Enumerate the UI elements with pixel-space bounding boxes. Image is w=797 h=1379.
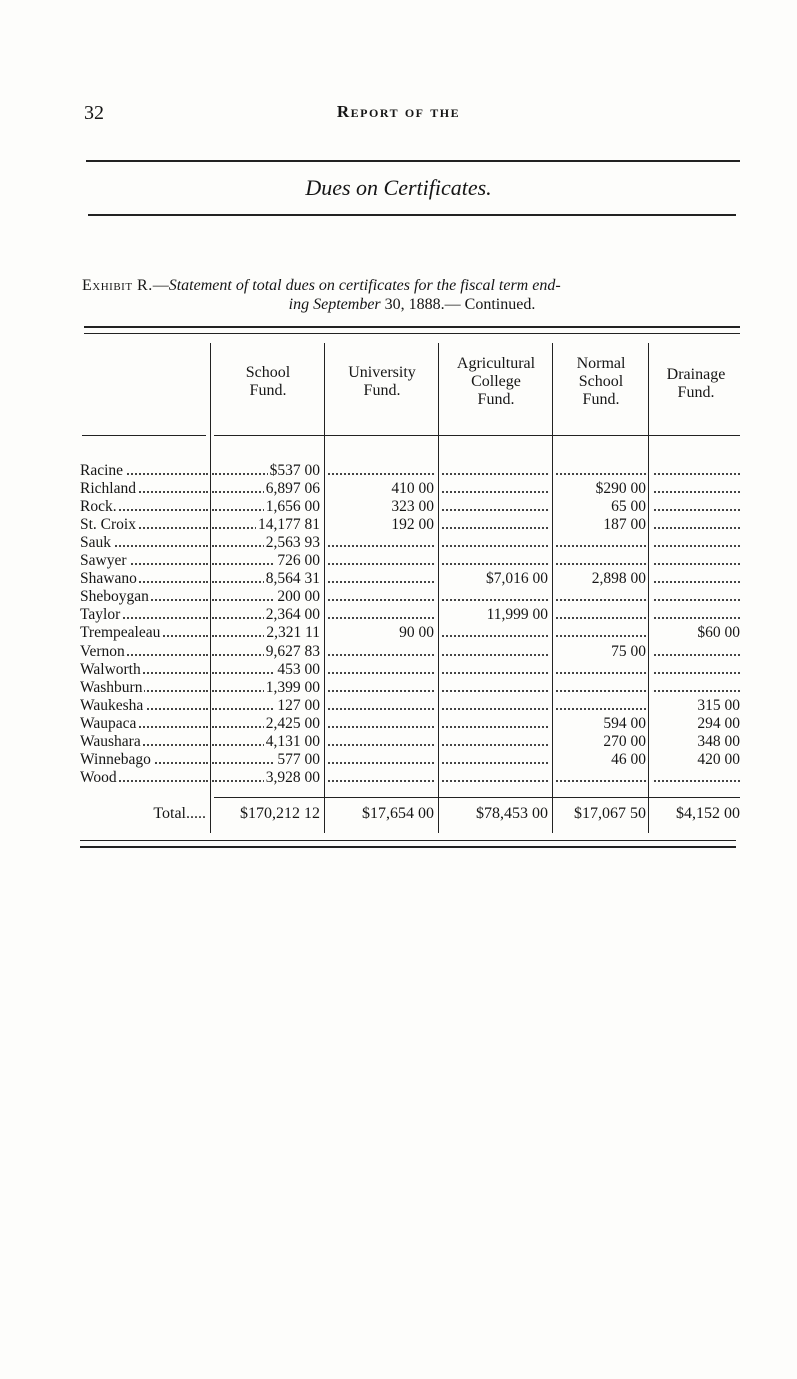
drainage-fund-cell bbox=[654, 516, 740, 534]
leader-dots bbox=[442, 563, 548, 565]
county-name: St. Croix bbox=[80, 516, 136, 534]
table-row bbox=[80, 498, 740, 516]
total-label-text: Total bbox=[153, 805, 186, 822]
county-name: Winnebago bbox=[80, 750, 151, 768]
school-fund-cell bbox=[212, 588, 320, 606]
normal-fund-value: 46 00 bbox=[611, 750, 646, 768]
county-cell bbox=[80, 516, 208, 534]
university-fund-cell bbox=[328, 552, 434, 570]
normal-fund-cell bbox=[556, 516, 646, 534]
county-cell bbox=[80, 534, 208, 552]
leader-dots bbox=[328, 726, 434, 728]
university-fund-cell bbox=[328, 751, 434, 769]
agricultural-fund-cell bbox=[442, 661, 548, 679]
school-fund-value: 726 00 bbox=[277, 552, 320, 570]
agricultural-fund-cell bbox=[442, 751, 548, 769]
school-fund-value: 453 00 bbox=[277, 660, 320, 678]
total-rule bbox=[214, 797, 740, 798]
leader-dots bbox=[328, 690, 434, 692]
leader-dots bbox=[556, 672, 646, 674]
leader-dots bbox=[654, 599, 740, 601]
agricultural-fund-cell bbox=[442, 588, 548, 606]
county-cell bbox=[80, 769, 208, 787]
county-cell bbox=[80, 570, 208, 588]
normal-fund-cell bbox=[556, 769, 646, 787]
leader-dots bbox=[556, 545, 646, 547]
table-row bbox=[80, 588, 740, 606]
leader-dots bbox=[556, 635, 646, 637]
university-fund-cell bbox=[328, 769, 434, 787]
exhibit-dash: — bbox=[152, 277, 169, 294]
leader-dots bbox=[556, 708, 646, 710]
county-cell bbox=[80, 697, 208, 715]
header-university-fund: University Fund. bbox=[348, 364, 416, 399]
drainage-fund-cell bbox=[654, 751, 740, 769]
leader-dots bbox=[654, 491, 740, 493]
leader-dots bbox=[328, 762, 434, 764]
county-name: Taylor bbox=[80, 606, 121, 624]
county-cell bbox=[80, 606, 208, 624]
university-fund-cell bbox=[328, 588, 434, 606]
drainage-fund-cell bbox=[654, 552, 740, 570]
leader-dots bbox=[442, 726, 548, 728]
normal-fund-cell bbox=[556, 462, 646, 480]
table-row bbox=[80, 769, 740, 787]
header-drainage-fund: Drainage Fund. bbox=[666, 366, 726, 401]
table-row bbox=[80, 570, 740, 588]
normal-fund-cell bbox=[556, 661, 646, 679]
school-fund-cell bbox=[212, 643, 320, 661]
county-name: Waushara bbox=[80, 732, 141, 750]
county-cell bbox=[80, 733, 208, 751]
leader-dots bbox=[328, 708, 434, 710]
leader-dots bbox=[654, 617, 740, 619]
exhibit-caption bbox=[82, 276, 742, 314]
agricultural-fund-cell bbox=[442, 733, 548, 751]
agricultural-fund-cell bbox=[442, 516, 548, 534]
leader-dots bbox=[442, 654, 548, 656]
leader-dots bbox=[442, 744, 548, 746]
agricultural-fund-cell bbox=[442, 570, 548, 588]
school-fund-value: $537 00 bbox=[269, 462, 320, 479]
title-rule-bottom bbox=[88, 214, 736, 216]
university-fund-cell bbox=[328, 661, 434, 679]
drainage-fund-cell bbox=[654, 480, 740, 498]
school-fund-cell bbox=[212, 624, 320, 642]
leader-dots bbox=[556, 473, 646, 475]
university-fund-cell bbox=[328, 643, 434, 661]
county-cell bbox=[80, 588, 208, 606]
school-fund-cell bbox=[212, 769, 320, 787]
table-rule-bottom-2 bbox=[80, 846, 736, 848]
caption-line-1: Statement of total dues on certificates for the fiscal term end- bbox=[168, 277, 561, 294]
county-name: Rock. bbox=[80, 498, 117, 516]
school-fund-cell bbox=[212, 661, 320, 679]
school-fund-cell bbox=[212, 570, 320, 588]
county-name: Sheboygan bbox=[80, 588, 149, 606]
leader-dots bbox=[328, 654, 434, 656]
county-cell bbox=[80, 715, 208, 733]
agricultural-fund-cell bbox=[442, 715, 548, 733]
county-name: Washburn bbox=[80, 678, 143, 696]
normal-fund-value: 270 00 bbox=[603, 732, 646, 750]
normal-fund-cell bbox=[556, 643, 646, 661]
table-row bbox=[80, 643, 740, 661]
drainage-fund-cell bbox=[654, 570, 740, 588]
leader-dots bbox=[654, 509, 740, 511]
school-fund-value: 2,563 93 bbox=[265, 534, 320, 552]
county-name: Sawyer bbox=[80, 552, 127, 570]
school-fund-value: 4,131 00 bbox=[265, 732, 320, 750]
leader-dots bbox=[654, 654, 740, 656]
leader-dots bbox=[442, 599, 548, 601]
normal-fund-value: 75 00 bbox=[611, 642, 646, 660]
header-agricultural-college-fund: Agricultural College Fund. bbox=[456, 355, 536, 408]
school-fund-cell bbox=[212, 552, 320, 570]
leader-dots bbox=[328, 545, 434, 547]
total-school: $170,212 12 bbox=[240, 805, 320, 822]
school-fund-value: 1,656 00 bbox=[265, 498, 320, 516]
leader-dots bbox=[442, 491, 548, 493]
drainage-fund-value: 315 00 bbox=[697, 696, 740, 714]
table-row bbox=[80, 480, 740, 498]
school-fund-cell bbox=[212, 498, 320, 516]
table-row bbox=[80, 697, 740, 715]
table-row bbox=[80, 661, 740, 679]
drainage-fund-cell bbox=[654, 715, 740, 733]
agricultural-fund-cell bbox=[442, 769, 548, 787]
university-fund-cell bbox=[328, 606, 434, 624]
university-fund-cell bbox=[328, 516, 434, 534]
caption-line-2-roman: 30, 1888.— Continued. bbox=[380, 296, 536, 313]
county-cell bbox=[80, 552, 208, 570]
caption-line-2-italic: ing September bbox=[288, 296, 381, 313]
school-fund-cell bbox=[212, 480, 320, 498]
normal-fund-value: 65 00 bbox=[611, 498, 646, 516]
leader-dots bbox=[328, 563, 434, 565]
school-fund-cell bbox=[212, 697, 320, 715]
table-row bbox=[80, 462, 740, 480]
school-fund-cell bbox=[212, 534, 320, 552]
county-name: Walworth bbox=[80, 660, 141, 678]
leader-dots bbox=[654, 563, 740, 565]
university-fund-value: 410 00 bbox=[391, 480, 434, 498]
school-fund-value: 3,928 00 bbox=[265, 768, 320, 786]
total-agricultural: $78,453 00 bbox=[476, 805, 548, 822]
drainage-fund-cell bbox=[654, 769, 740, 787]
normal-fund-value: 2,898 00 bbox=[591, 570, 646, 588]
school-fund-value: 2,321 11 bbox=[266, 624, 320, 642]
school-fund-cell bbox=[212, 733, 320, 751]
normal-fund-cell bbox=[556, 697, 646, 715]
school-fund-value: 2,425 00 bbox=[265, 714, 320, 732]
school-fund-value: 1,399 00 bbox=[265, 678, 320, 696]
leader-dots bbox=[654, 690, 740, 692]
county-name: Sauk bbox=[80, 534, 111, 552]
school-fund-value: 14,177 81 bbox=[258, 516, 320, 534]
leader-dots bbox=[654, 527, 740, 529]
leader-dots bbox=[556, 599, 646, 601]
school-fund-cell bbox=[212, 715, 320, 733]
total-row bbox=[80, 805, 740, 823]
university-fund-cell bbox=[328, 679, 434, 697]
county-name: Waukesha bbox=[80, 696, 144, 714]
agricultural-fund-value: 11,999 00 bbox=[486, 606, 548, 624]
drainage-fund-value: $60 00 bbox=[697, 624, 740, 642]
leader-dots bbox=[654, 672, 740, 674]
county-cell bbox=[80, 751, 208, 769]
university-fund-value: 192 00 bbox=[391, 516, 434, 534]
county-cell bbox=[80, 462, 208, 480]
leader-dots bbox=[442, 780, 548, 782]
normal-fund-cell bbox=[556, 751, 646, 769]
leader-dots bbox=[556, 780, 646, 782]
exhibit-label: Exhibit R. bbox=[82, 277, 153, 294]
normal-fund-cell bbox=[556, 679, 646, 697]
university-fund-cell bbox=[328, 480, 434, 498]
university-fund-cell bbox=[328, 498, 434, 516]
school-fund-value: 8,564 31 bbox=[265, 570, 320, 588]
table-row bbox=[80, 733, 740, 751]
leader-dots bbox=[556, 563, 646, 565]
leader-dots bbox=[654, 473, 740, 475]
total-label: Total..... bbox=[153, 805, 206, 822]
leader-dots bbox=[654, 780, 740, 782]
leader-dots bbox=[328, 581, 434, 583]
table-rule-top-1 bbox=[84, 326, 740, 328]
drainage-fund-value: 348 00 bbox=[697, 732, 740, 750]
header-rule-cols bbox=[214, 435, 740, 436]
drainage-fund-cell bbox=[654, 733, 740, 751]
school-fund-cell bbox=[212, 751, 320, 769]
agricultural-fund-cell bbox=[442, 552, 548, 570]
table-row bbox=[80, 751, 740, 769]
leader-dots bbox=[442, 527, 548, 529]
drainage-fund-cell bbox=[654, 498, 740, 516]
normal-fund-cell bbox=[556, 534, 646, 552]
university-fund-cell bbox=[328, 462, 434, 480]
school-fund-cell bbox=[212, 679, 320, 697]
table-row bbox=[80, 516, 740, 534]
drainage-fund-value: 420 00 bbox=[697, 750, 740, 768]
school-fund-value: 577 00 bbox=[277, 750, 320, 768]
total-drainage: $4,152 00 bbox=[676, 805, 740, 822]
table-row bbox=[80, 715, 740, 733]
county-name: Shawano bbox=[80, 570, 137, 588]
leader-dots bbox=[654, 581, 740, 583]
table-row bbox=[80, 606, 740, 624]
header-rule-stub bbox=[82, 435, 206, 436]
table-row bbox=[80, 679, 740, 697]
leader-dots bbox=[442, 672, 548, 674]
university-fund-cell bbox=[328, 570, 434, 588]
table-row bbox=[80, 534, 740, 552]
drainage-fund-cell bbox=[654, 697, 740, 715]
header-school-fund: School Fund. bbox=[245, 364, 291, 399]
county-name: Racine bbox=[80, 462, 124, 479]
drainage-fund-cell bbox=[654, 643, 740, 661]
normal-fund-cell bbox=[556, 606, 646, 624]
leader-dots bbox=[442, 690, 548, 692]
drainage-fund-cell bbox=[654, 534, 740, 552]
school-fund-value: 6,897 06 bbox=[265, 480, 320, 498]
normal-fund-value: 187 00 bbox=[603, 516, 646, 534]
leader-dots bbox=[556, 617, 646, 619]
county-cell bbox=[80, 679, 208, 697]
leader-dots bbox=[328, 617, 434, 619]
leader-dots bbox=[328, 599, 434, 601]
agricultural-fund-cell bbox=[442, 534, 548, 552]
running-head: Report of the bbox=[336, 102, 461, 121]
county-name: Vernon bbox=[80, 642, 125, 660]
university-fund-cell bbox=[328, 624, 434, 642]
table-row bbox=[80, 624, 740, 642]
normal-fund-cell bbox=[556, 624, 646, 642]
leader-dots bbox=[328, 473, 434, 475]
agricultural-fund-cell bbox=[442, 480, 548, 498]
county-name: Wood bbox=[80, 768, 117, 786]
school-fund-value: 200 00 bbox=[277, 588, 320, 606]
header-normal-school-fund: Normal School Fund. bbox=[576, 355, 626, 408]
drainage-fund-value: 294 00 bbox=[697, 714, 740, 732]
university-fund-cell bbox=[328, 534, 434, 552]
county-name: Waupaca bbox=[80, 714, 137, 732]
university-fund-cell bbox=[328, 733, 434, 751]
leader-dots bbox=[442, 473, 548, 475]
agricultural-fund-cell bbox=[442, 697, 548, 715]
leader-dots bbox=[442, 635, 548, 637]
school-fund-cell bbox=[212, 516, 320, 534]
leader-dots bbox=[442, 509, 548, 511]
normal-fund-value: $290 00 bbox=[595, 480, 646, 498]
leader-dots bbox=[442, 545, 548, 547]
title-rule-top bbox=[86, 160, 740, 162]
drainage-fund-cell bbox=[654, 606, 740, 624]
school-fund-cell bbox=[212, 606, 320, 624]
normal-fund-cell bbox=[556, 570, 646, 588]
normal-fund-cell bbox=[556, 498, 646, 516]
normal-fund-cell bbox=[556, 733, 646, 751]
county-cell bbox=[80, 480, 208, 498]
leader-dots bbox=[654, 545, 740, 547]
county-cell bbox=[80, 624, 208, 642]
university-fund-value: 90 00 bbox=[399, 624, 434, 642]
school-fund-value: 127 00 bbox=[277, 696, 320, 714]
school-fund-value: 2,364 00 bbox=[265, 606, 320, 624]
agricultural-fund-cell bbox=[442, 498, 548, 516]
table-row bbox=[80, 552, 740, 570]
leader-dots bbox=[328, 672, 434, 674]
page-number: 32 bbox=[84, 102, 104, 124]
section-title: Dues on Certificates. bbox=[305, 175, 492, 200]
county-cell bbox=[80, 643, 208, 661]
normal-fund-cell bbox=[556, 715, 646, 733]
school-fund-value: 9,627 83 bbox=[265, 642, 320, 660]
leader-dots bbox=[328, 744, 434, 746]
caption-line-2 bbox=[82, 295, 742, 314]
agricultural-fund-cell bbox=[442, 462, 548, 480]
agricultural-fund-cell bbox=[442, 606, 548, 624]
school-fund-cell bbox=[212, 462, 320, 480]
agricultural-fund-value: $7,016 00 bbox=[486, 570, 548, 588]
drainage-fund-cell bbox=[654, 624, 740, 642]
drainage-fund-cell bbox=[654, 588, 740, 606]
agricultural-fund-cell bbox=[442, 624, 548, 642]
normal-fund-cell bbox=[556, 588, 646, 606]
agricultural-fund-cell bbox=[442, 643, 548, 661]
county-name: Trempealeau bbox=[80, 624, 161, 642]
university-fund-value: 323 00 bbox=[391, 498, 434, 516]
drainage-fund-cell bbox=[654, 661, 740, 679]
agricultural-fund-cell bbox=[442, 679, 548, 697]
table-rule-top-2 bbox=[84, 333, 740, 334]
normal-fund-cell bbox=[556, 552, 646, 570]
county-name: Richland bbox=[80, 480, 136, 498]
university-fund-cell bbox=[328, 715, 434, 733]
leader-dots bbox=[442, 762, 548, 764]
drainage-fund-cell bbox=[654, 679, 740, 697]
total-university: $17,654 00 bbox=[362, 805, 434, 822]
leader-dots bbox=[328, 780, 434, 782]
normal-fund-value: 594 00 bbox=[603, 714, 646, 732]
leader-dots bbox=[556, 690, 646, 692]
county-cell bbox=[80, 498, 208, 516]
drainage-fund-cell bbox=[654, 462, 740, 480]
normal-fund-cell bbox=[556, 480, 646, 498]
leader-dots bbox=[442, 708, 548, 710]
county-cell bbox=[80, 661, 208, 679]
table-rule-bottom-1 bbox=[80, 840, 736, 841]
university-fund-cell bbox=[328, 697, 434, 715]
total-normal: $17,067 50 bbox=[574, 805, 646, 822]
